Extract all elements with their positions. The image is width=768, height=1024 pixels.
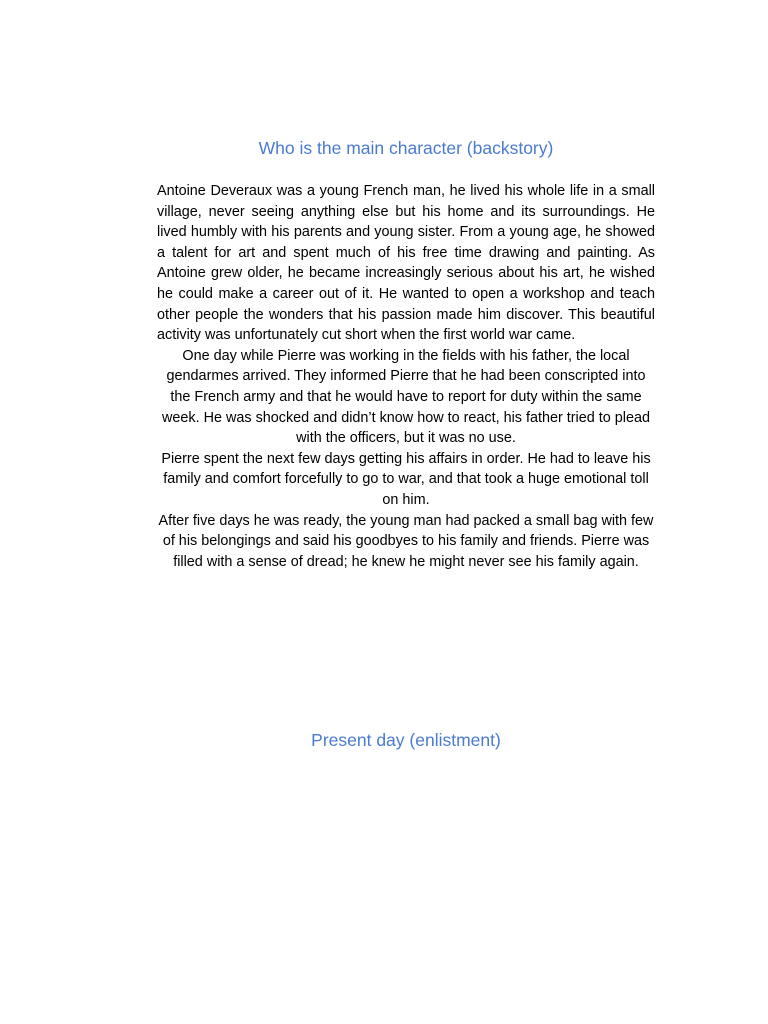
section-heading-present-day: Present day (enlistment) — [311, 730, 501, 750]
body-text — [157, 181, 655, 572]
paragraph-conscription: One day while Pierre was working in the fields with his father, the local gendarmes arrived. They informed Pierre that he had been conscripted into the French army and that he would have to report for duty within the same week. He was shocked and didn’t know how to react, his father tried to plead with the officers, but it was no use. — [162, 347, 650, 447]
section-heading-backstory: Who is the main character (backstory) — [258, 138, 554, 158]
paragraph-affairs: Pierre spent the next few days getting his affairs in order. He had to leave his family and comfort forcefully to go to war, and that took a huge emotional toll on him. — [161, 450, 651, 508]
paragraph-departure: After five days he was ready, the young man had packed a small bag with few of his belongings and said his goodbyes to his family and friends. Pierre was filled with a sense of dread; he knew he might never see his family again. — [158, 512, 654, 570]
paragraph-intro: Antoine Deveraux was a young French man, he lived his whole life in a small village, never seeing anything else but his home and its surroundings. He lived humbly with his parents and young sister. From a young age, he showed a talent for art and spent much of his free time drawing and painting. As Antoine grew older, he became increasingly serious about his art, he wished he could make a career out of it. He wanted to open a workshop and teach other people the wonders that his passion made him discover. This beautiful activity was unfortunately cut short when the first world war came. — [157, 183, 655, 344]
